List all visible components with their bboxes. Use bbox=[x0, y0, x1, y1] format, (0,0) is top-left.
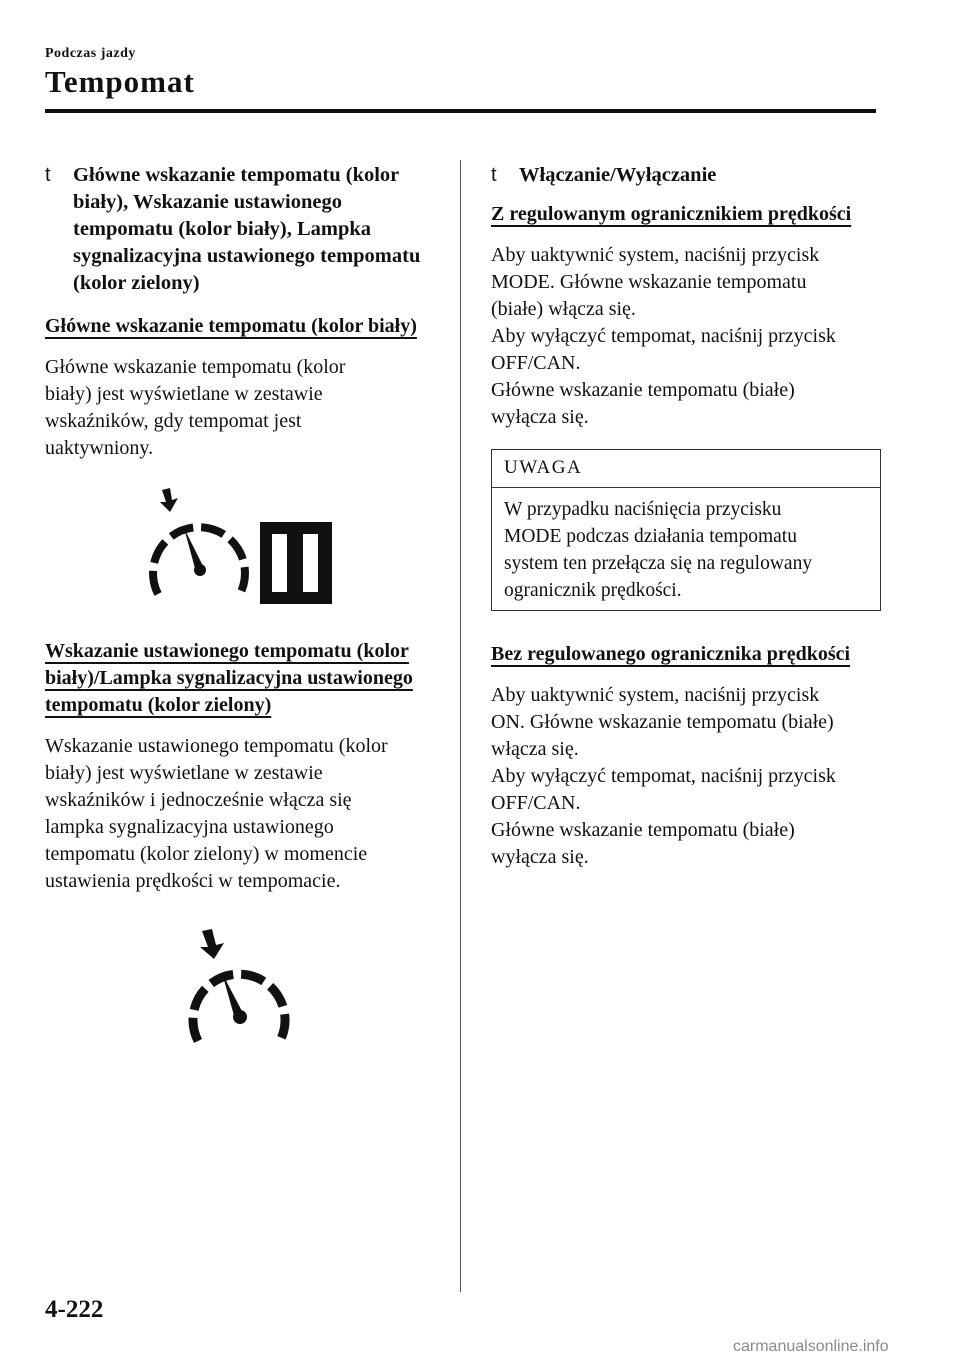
right-sub1-heading-wrap bbox=[491, 201, 881, 228]
note-text: W przypadku naciśnięcia przycisku MODE podczas działania tempomatu system ten przełącza się na regulowany ogranicznik prędkości. bbox=[504, 499, 813, 601]
page-number: 4-222 bbox=[45, 1296, 104, 1323]
title-rule bbox=[45, 109, 876, 113]
left-sub2-text: Wskazanie ustawionego tempomatu (kolor biały) jest wyświetlane w zestawie wskaźników i jednocześnie włącza się lampka sygnalizacyjna ustawionego tempomatu (kolor zielony) w momencie ustawienia prędkości w tempomacie. bbox=[45, 735, 388, 892]
left-sub1-heading-wrap bbox=[45, 313, 435, 340]
left-column bbox=[45, 162, 435, 1079]
right-column bbox=[491, 162, 881, 871]
cruise-main-indicator-icon bbox=[140, 488, 340, 608]
left-sub1-heading: Główne wskazanie tempomatu (kolor biały) bbox=[45, 315, 417, 337]
note-title: UWAGA bbox=[492, 450, 880, 488]
cruise-set-indicator-icon bbox=[180, 929, 300, 1049]
set-indicator-figure bbox=[45, 929, 435, 1049]
right-heading-text: Włączanie/Wyłączanie bbox=[519, 164, 717, 186]
right-sub2-text: Aby uaktywnić system, naciśnij przycisk ON. Główne wskazanie tempomatu (białe) włącza się. Aby wyłączyć tempomat, naciśnij przycisk OFF/CAN. Główne wskazanie tempomatu (białe) wyłącza się. bbox=[491, 684, 836, 868]
bullet-marker: t bbox=[45, 164, 51, 186]
section-label: Podczas jazdy bbox=[45, 46, 136, 61]
note-box bbox=[491, 449, 881, 611]
right-sub1-text: Aby uaktywnić system, naciśnij przycisk MODE. Główne wskazanie tempomatu (białe) włącza się. Aby wyłączyć tempomat, naciśnij przycisk OFF/CAN. Główne wskazanie tempomatu (białe) wyłącza się. bbox=[491, 244, 836, 428]
right-sub2-heading: Bez regulowanego ogranicznika prędkości bbox=[491, 643, 851, 665]
right-sub2-heading-wrap bbox=[491, 641, 881, 668]
watermark: carmanualsonline.info bbox=[733, 1338, 889, 1355]
page-title: Tempomat bbox=[45, 64, 195, 99]
left-heading-text: Główne wskazanie tempomatu (kolor biały), Wskazanie ustawionego tempomatu (kolor biały), Lampka sygnalizacyjna ustawionego tempomatu (kolor zielony) bbox=[73, 164, 421, 294]
right-sub1-heading: Z regulowanym ogranicznikiem prędkości bbox=[491, 203, 852, 225]
left-sub2-heading-wrap bbox=[45, 638, 435, 719]
column-divider bbox=[460, 160, 461, 1292]
bullet-marker: t bbox=[491, 164, 497, 186]
left-sub2-heading: Wskazanie ustawionego tempomatu (kolor biały)/Lampka sygnalizacyjna ustawionego tempomatu (kolor zielony) bbox=[45, 640, 413, 716]
right-bullet-heading bbox=[491, 162, 881, 189]
left-sub1-text: Główne wskazanie tempomatu (kolor biały) jest wyświetlane w zestawie wskaźników, gdy tempomat jest uaktywniony. bbox=[45, 356, 346, 459]
left-bullet-heading bbox=[45, 162, 435, 297]
main-indicator-figure bbox=[45, 488, 435, 608]
